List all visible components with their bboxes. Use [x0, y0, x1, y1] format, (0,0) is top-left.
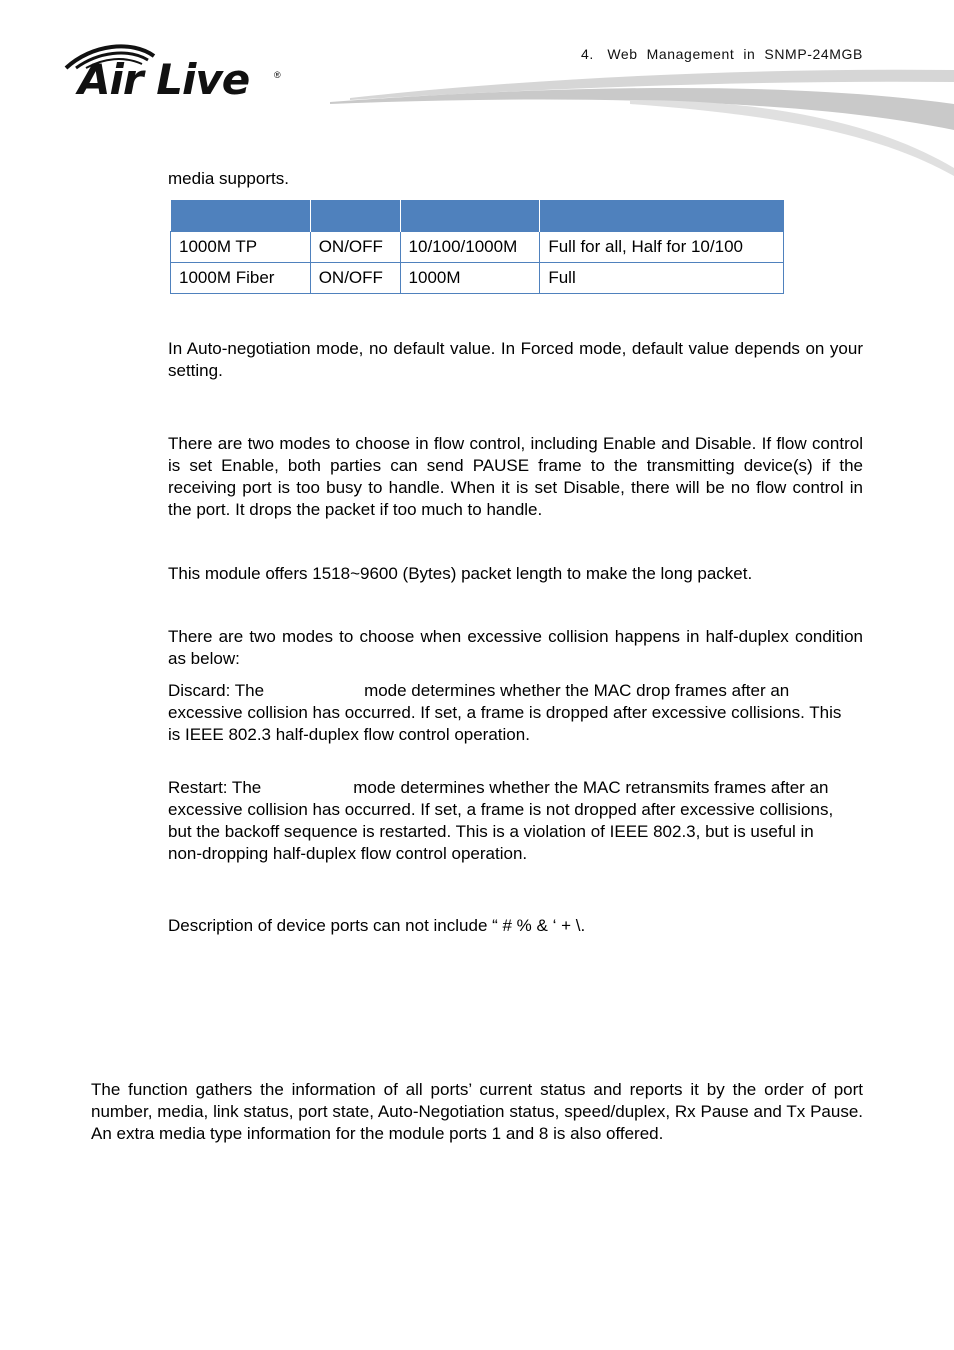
table-cell: Full	[540, 263, 784, 294]
table-header-cell	[400, 200, 540, 232]
packet-length-paragraph: This module offers 1518~9600 (Bytes) packet length to make the long packet.	[168, 564, 753, 583]
discard-paragraph	[168, 680, 858, 746]
intro-fragment: media supports.	[168, 169, 289, 188]
port-status-paragraph: The function gathers the information of all ports’ current status and reports it by the order of port number, media, link status, port state, Auto-Negotiation status, speed/duplex, Rx Pause and Tx Pause. An extra media type information for the module ports 1 and 8 is also offered.	[91, 1080, 863, 1143]
table-row	[171, 232, 784, 263]
section-title: 4. Web Management in SNMP-24MGB	[580, 46, 863, 62]
table-cell: ON/OFF	[310, 232, 400, 263]
flow-control-paragraph: There are two modes to choose in flow control, including Enable and Disable. If flow control is set Enable, both parties can send PAUSE frame to the transmitting device(s) if the receiving port is too busy to handle. When it is set Disable, there will be no flow control in the port. It drops the packet if too much to handle.	[168, 434, 863, 519]
header-swoosh-decoration	[330, 60, 954, 180]
table-cell: ON/OFF	[310, 263, 400, 294]
collision-intro-paragraph: There are two modes to choose when excessive collision happens in half-duplex condition as below:	[168, 627, 863, 668]
airlive-logo	[62, 42, 292, 112]
restart-paragraph	[168, 777, 848, 865]
table-cell: 1000M Fiber	[171, 263, 311, 294]
table-header-cell	[310, 200, 400, 232]
table-cell: 1000M TP	[171, 232, 311, 263]
table-header-row	[171, 200, 784, 232]
table-cell: 10/100/1000M	[400, 232, 540, 263]
description-paragraph: Description of device ports can not include “ # % & ‘ + \.	[168, 916, 586, 935]
table-cell: Full for all, Half for 10/100	[540, 232, 784, 263]
media-support-table	[170, 200, 784, 294]
table-header-cell	[540, 200, 784, 232]
logo-text: Air Live	[78, 55, 250, 104]
default-value-paragraph: In Auto-negotiation mode, no default value. In Forced mode, default value depends on your setting.	[168, 339, 863, 380]
registered-icon: ®	[274, 70, 281, 80]
restart-label: Restart: The	[168, 778, 262, 797]
table-cell: 1000M	[400, 263, 540, 294]
table-row	[171, 263, 784, 294]
discard-description: mode determines whether the MAC drop frames after an excessive collision has occurred. If set, a frame is dropped after excessive collisions. This is IEEE 802.3 half-duplex flow control operation.	[168, 681, 842, 744]
table-header-cell	[171, 200, 311, 232]
restart-description: mode determines whether the MAC retransmits frames after an excessive collision has occurred. If set, a frame is not dropped after excessive collisions, but the backoff sequence is restarted. This is a violation of IEEE 802.3, but is useful in non-dropping half-duplex flow control operation.	[168, 778, 834, 863]
discard-label: Discard: The	[168, 681, 265, 700]
